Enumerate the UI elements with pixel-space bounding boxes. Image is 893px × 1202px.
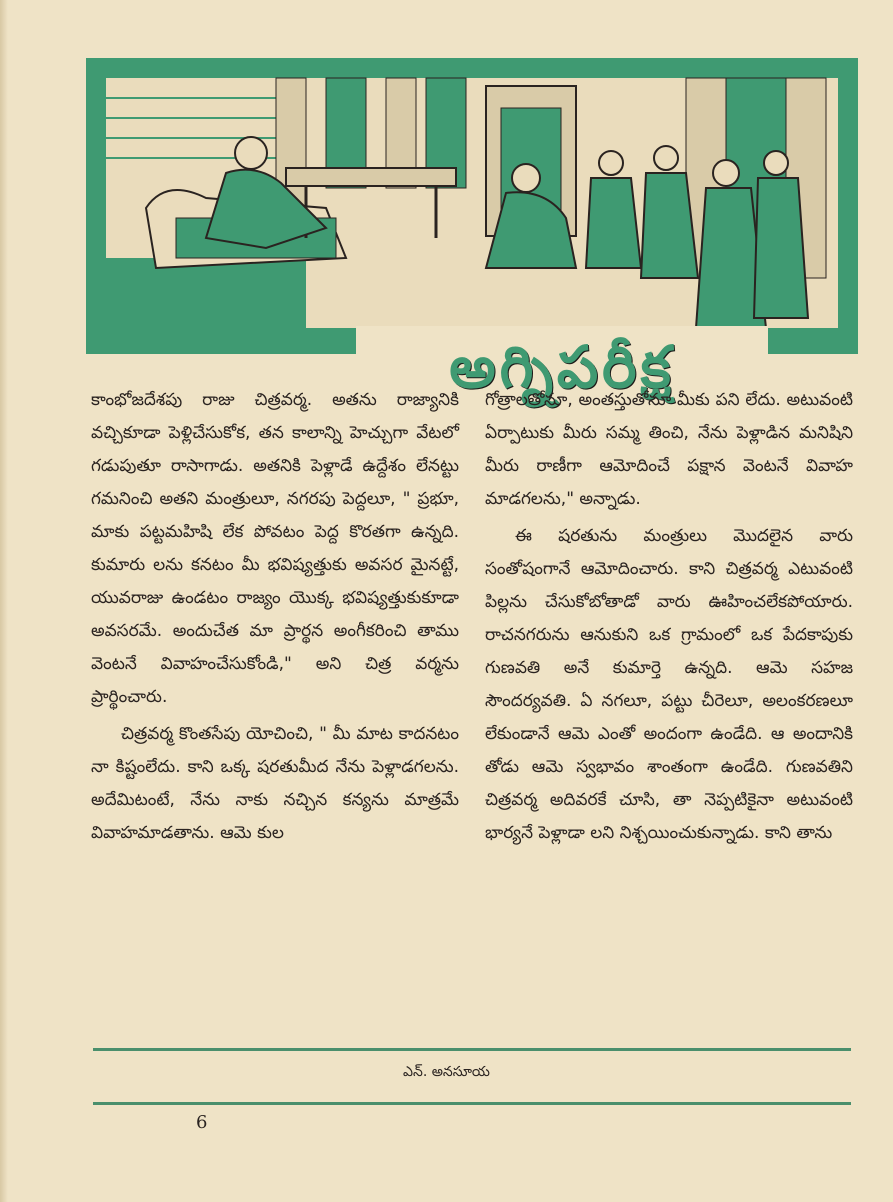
- story-illustration: [86, 58, 858, 401]
- page-edge: [0, 0, 8, 1202]
- paragraph: గోత్రాలతోనూ, అంతస్తుతోనూ మీకు పని లేదు. అటువంటి ఏర్పాటుకు మీరు సమ్మ తించి, నేను పెళ్లాడిన మనిషిని మీరు రాణీగా ఆమోదించే పక్షాన వెంటనే వివాహ మాడగలను," అన్నాడు.: [485, 390, 853, 509]
- paragraph: కాంభోజదేశపు రాజు చిత్రవర్మ. అతను రాజ్యానికి వచ్చికూడా పెళ్లిచేసుకోక, తన కాలాన్ని హెచ్చుగా వేటలో గడుపుతూ రాసాగాడు. అతనికి పెళ్లాడే ఉద్దేశం లేనట్టు గమనించి అతని మంత్రులూ, నగరపు పెద్దలూ, " ప్రభూ, మాకు పట్టమహిషి లేక పోవటం పెద్ద కొరతగా ఉన్నది. కుమారు లను కనటం మీ భవిష్యత్తుకు అవసర మైనట్టే, యువరాజు ఉండటం రాజ్యం యొక్క భవిష్యత్తుకుకూడా అవసరమే. అందుచేత మా ప్రార్థన అంగీకరించి తాము వెంటనే వివాహంచేసుకోండి," అని చిత్ర వర్మను ప్రార్థించారు.: [91, 390, 459, 707]
- story-title: అగ్నిపరీక్ష: [449, 332, 675, 401]
- divider-bottom: [93, 1102, 851, 1105]
- paragraph: చిత్రవర్మ కొంతసేపు యోచించి, " మీ మాట కాదనటం నా కిష్టంలేదు. కాని ఒక్క షరతుమీద నేను పెళ్లాడగలను. అదేమిటంటే, నేను నాకు నచ్చిన కన్యను మాత్రమే వివాహమాడతాను. ఆమె కుల: [91, 724, 459, 843]
- divider-top: [93, 1048, 851, 1051]
- left-column: [91, 384, 459, 1044]
- story-body: [91, 384, 853, 1044]
- page-number: 6: [196, 1112, 208, 1133]
- right-column: [485, 384, 853, 1044]
- author-byline: ఎన్. అనసూయ: [403, 1064, 490, 1080]
- paragraph: ఈ షరతును మంత్రులు మొదలైన వారు సంతోషంగానే ఆమోదించారు. కాని చిత్రవర్మ ఎటువంటి పిల్లను చేసుకోబోతాడో వారు ఊహించలేకపోయారు. రాచనగరును ఆనుకుని ఒక గ్రామంలో ఒక పేదకాపుకు గుణవతి అనే కుమార్తె ఉన్నది. ఆమె సహజ సౌందర్యవతి. ఏ నగలూ, పట్టు చీరెలూ, అలంకరణలూ లేకుండానే ఆమె ఎంతో అందంగా ఉండేది. ఆ అందానికి తోడు ఆమె స్వభావం శాంతంగా ఉండేది. గుణవతిని చిత్రవర్మ అదివరకే చూసి, తా నెప్పటికైనా అటువంటి భార్యనే పెళ్లాడా లని నిశ్చయించుకున్నాడు. కాని తాను: [485, 526, 853, 843]
